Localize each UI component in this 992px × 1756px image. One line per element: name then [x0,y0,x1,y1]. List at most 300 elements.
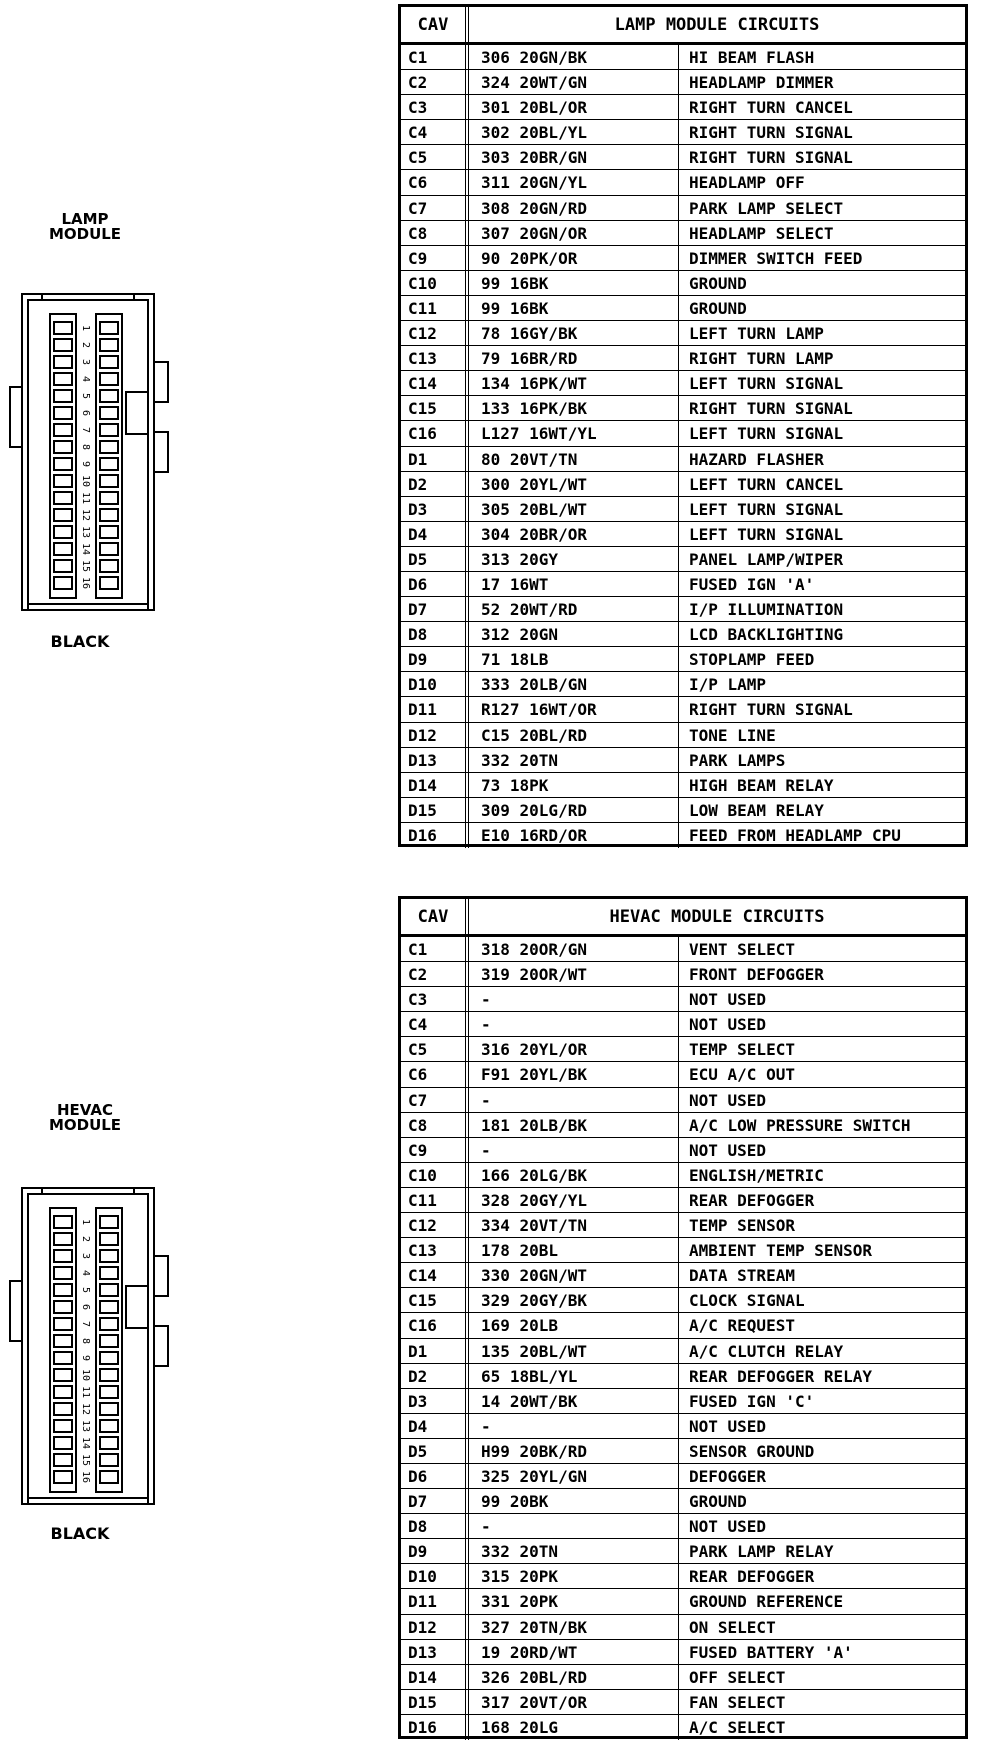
hevac-module-label-line2: MODULE [48,1116,122,1134]
description-cell: FRONT DEFOGGER [689,965,824,985]
wire-cell: - [469,1414,679,1438]
cav-cell: D16 [401,823,469,848]
description-cell: LEFT TURN SIGNAL [689,524,844,544]
pin-cavity [54,475,72,487]
wire-cell: 181 20LB/BK [469,1113,679,1137]
wire-cell: 52 20WT/RD [469,597,679,621]
description-cell: RIGHT TURN SIGNAL [689,148,853,168]
wire-cell: 65 18BL/YL [469,1364,679,1388]
table-row [401,962,965,987]
description-cell: GROUND [689,298,747,318]
table-row [401,371,965,396]
wire-cell: 316 20YL/OR [469,1037,679,1061]
cav-cell: D8 [401,1514,469,1538]
cav-cell: D6 [401,1464,469,1488]
description-cell: RIGHT TURN LAMP [689,349,834,369]
wire-cell: 99 16BK [469,271,679,295]
connector-left-latch [10,387,22,447]
cav-cell: C9 [401,246,469,270]
wire-cell: F91 20YL/BK [469,1062,679,1086]
pin-number: 9 [80,460,91,468]
pin-number: 12 [80,508,91,522]
pin-cavity [100,1420,118,1432]
wire-cell: - [469,1514,679,1538]
pin-number: 8 [80,1337,91,1345]
pin-cavity [54,390,72,402]
pin-cavity [54,458,72,470]
cav-cell: D4 [401,1414,469,1438]
cav-cell: C11 [401,1188,469,1212]
cav-cell: D10 [401,672,469,696]
cav-cell: C3 [401,987,469,1011]
cav-header: CAV [401,7,469,42]
description-cell: HI BEAM FLASH [689,48,815,67]
table-row [401,1489,965,1514]
wire-cell: 329 20GY/BK [469,1288,679,1312]
pin-cavity [100,1216,118,1228]
pin-number: 14 [80,542,91,556]
pin-cavity [54,322,72,334]
pin-cavity [54,1250,72,1262]
pin-number: 3 [80,1252,91,1260]
description-cell: LOW BEAM RELAY [689,800,824,820]
table-row [401,622,965,647]
description-cell: RIGHT TURN SIGNAL [689,700,853,720]
description-cell: NOT USED [689,990,767,1010]
cav-cell: C5 [401,1037,469,1061]
wire-cell: 134 16PK/WT [469,371,679,395]
pin-cavity [100,322,118,334]
pin-number: 16 [80,1470,91,1484]
wire-cell: 317 20VT/OR [469,1690,679,1714]
wire-cell: 313 20GY [469,547,679,571]
cav-cell: D1 [401,1339,469,1363]
table-row [401,1263,965,1288]
table-row [401,1088,965,1113]
wire-cell: 166 20LG/BK [469,1163,679,1187]
wire-cell: 311 20GN/YL [469,170,679,194]
pin-cavity [54,1471,72,1483]
description-cell: HIGH BEAM RELAY [689,775,834,795]
pin-number: 15 [80,559,91,573]
description-cell: I/P LAMP [689,675,767,695]
pin-number: 4 [80,375,91,383]
cav-cell: C13 [401,1238,469,1262]
pin-cavity [54,1437,72,1449]
cav-cell: C3 [401,95,469,119]
cav-cell: C6 [401,170,469,194]
pin-cavity [54,1318,72,1330]
pin-cavity [100,560,118,572]
cav-cell: D9 [401,1539,469,1563]
wire-cell: - [469,1012,679,1036]
wire-cell: 99 20BK [469,1489,679,1513]
table-row [401,246,965,271]
wire-cell: 168 20LG [469,1715,679,1740]
cav-cell: C14 [401,1263,469,1287]
wire-cell: 79 16BR/RD [469,346,679,370]
description-cell: LEFT TURN SIGNAL [689,499,844,519]
wire-cell: 302 20BL/YL [469,120,679,144]
cav-cell: C16 [401,1313,469,1337]
pin-cavity [54,1352,72,1364]
description-cell: A/C REQUEST [689,1316,795,1336]
cav-cell: C7 [401,196,469,220]
table-row [401,987,965,1012]
description-cell: REAR DEFOGGER [689,1190,815,1210]
cav-cell: C5 [401,145,469,169]
table-row [401,346,965,371]
wire-cell: 178 20BL [469,1238,679,1262]
pin-number: 7 [80,426,91,434]
table-row [401,1539,965,1564]
wire-cell: 305 20BL/WT [469,497,679,521]
description-cell: FAN SELECT [689,1692,786,1712]
pin-number: 5 [80,1286,91,1294]
pin-cavity [100,475,118,487]
cav-cell: C15 [401,1288,469,1312]
cav-cell: D7 [401,1489,469,1513]
pin-number: 11 [80,1385,91,1399]
table-row [401,572,965,597]
cav-cell: C1 [401,45,469,69]
pin-cavity [100,1284,118,1296]
cav-cell: D14 [401,1665,469,1689]
pin-number: 3 [80,358,91,366]
cav-cell: C4 [401,1012,469,1036]
table-row [401,1288,965,1313]
description-cell: NOT USED [689,1090,767,1110]
pin-number: 1 [80,1218,91,1226]
wire-cell: 135 20BL/WT [469,1339,679,1363]
wire-cell: 73 18PK [469,773,679,797]
cav-cell: D16 [401,1715,469,1740]
wire-cell: 324 20WT/GN [469,70,679,94]
pin-cavity [100,543,118,555]
wire-cell: 315 20PK [469,1564,679,1588]
cav-cell: C16 [401,421,469,445]
pin-cavity [54,1386,72,1398]
description-cell: A/C CLUTCH RELAY [689,1341,844,1361]
description-cell: DEFOGGER [689,1466,767,1486]
description-cell: PARK LAMPS [689,750,786,770]
description-cell: HEADLAMP OFF [689,173,805,193]
wire-cell: 332 20TN [469,1539,679,1563]
description-cell: VENT SELECT [689,940,795,959]
cav-cell: D12 [401,723,469,747]
hevac-module-label [30,1103,140,1133]
pin-cavity [54,1284,72,1296]
table-row [401,1439,965,1464]
wire-cell: 332 20TN [469,748,679,772]
pin-cavity [100,458,118,470]
wire-cell: 326 20BL/RD [469,1665,679,1689]
pin-cavity [54,1454,72,1466]
cav-cell: C2 [401,962,469,986]
pin-cavity [100,1301,118,1313]
table-row [401,1188,965,1213]
cav-cell: C9 [401,1138,469,1162]
table-row [401,472,965,497]
description-cell: LEFT TURN SIGNAL [689,374,844,394]
pin-cavity [100,1233,118,1245]
pin-cavity [100,509,118,521]
table-row [401,1514,965,1539]
pin-cavity [100,356,118,368]
cav-cell: C11 [401,296,469,320]
cav-cell: D11 [401,697,469,721]
table-row [401,522,965,547]
wire-cell: 331 20PK [469,1589,679,1613]
description-cell: TONE LINE [689,725,776,745]
cav-cell: D7 [401,597,469,621]
wire-cell: 301 20BL/OR [469,95,679,119]
table-row [401,296,965,321]
wire-cell: 169 20LB [469,1313,679,1337]
cav-cell: C13 [401,346,469,370]
table-row [401,823,965,848]
description-cell: DATA STREAM [689,1266,795,1286]
pin-cavity [54,339,72,351]
table-row [401,723,965,748]
description-cell: AMBIENT TEMP SENSOR [689,1241,873,1261]
pin-cavity [100,1369,118,1381]
pin-cavity [100,1335,118,1347]
wire-cell: - [469,1088,679,1112]
description-cell: LEFT TURN LAMP [689,324,824,344]
table-row [401,798,965,823]
table-row [401,321,965,346]
description-cell: OFF SELECT [689,1667,786,1687]
table-row [401,647,965,672]
wire-cell: 307 20GN/OR [469,221,679,245]
connector-right-latch [154,362,168,472]
description-cell: PARK LAMP RELAY [689,1542,834,1562]
pin-number: 7 [80,1320,91,1328]
wire-cell: 99 16BK [469,296,679,320]
pin-cavity [100,1437,118,1449]
pin-number: 13 [80,525,91,539]
description-cell: NOT USED [689,1517,767,1537]
table-row [401,1213,965,1238]
description-cell: SENSOR GROUND [689,1441,815,1461]
wire-cell: E10 16RD/OR [469,823,679,848]
table-row [401,1238,965,1263]
table-row [401,1690,965,1715]
table-row [401,447,965,472]
table-row [401,1113,965,1138]
pin-cavity [54,1335,72,1347]
wire-cell: 318 20OR/GN [469,937,679,961]
wire-cell: 312 20GN [469,622,679,646]
wire-cell: 300 20YL/WT [469,472,679,496]
description-cell: PANEL LAMP/WIPER [689,549,844,569]
wire-cell: 333 20LB/GN [469,672,679,696]
pin-number: 13 [80,1419,91,1433]
wire-cell: R127 16WT/OR [469,697,679,721]
pin-number: 6 [80,409,91,417]
pin-cavity [54,1420,72,1432]
description-cell: NOT USED [689,1015,767,1035]
wire-cell: 14 20WT/BK [469,1389,679,1413]
cav-cell: C4 [401,120,469,144]
wire-cell: 78 16GY/BK [469,321,679,345]
cav-cell: D9 [401,647,469,671]
description-cell: LCD BACKLIGHTING [689,625,844,645]
description-cell: CLOCK SIGNAL [689,1291,805,1311]
wire-cell: - [469,1138,679,1162]
wire-cell: 71 18LB [469,647,679,671]
pin-cavity [100,373,118,385]
pin-cavity [54,526,72,538]
table-title: HEVAC MODULE CIRCUITS [609,906,825,927]
wire-cell: H99 20BK/RD [469,1439,679,1463]
description-cell: REAR DEFOGGER [689,1567,815,1587]
table-row [401,1163,965,1188]
pin-cavity [54,577,72,589]
pin-cavity [54,560,72,572]
description-cell: ECU A/C OUT [689,1065,795,1085]
wire-cell: C15 20BL/RD [469,723,679,747]
description-cell: ENGLISH/METRIC [689,1165,824,1185]
description-cell: GROUND [689,1492,747,1512]
table-row [401,1138,965,1163]
lamp-module-label-line2: MODULE [48,225,122,243]
table-row [401,1339,965,1364]
cav-cell: D1 [401,447,469,471]
description-cell: HEADLAMP SELECT [689,223,834,243]
description-cell: RIGHT TURN SIGNAL [689,399,853,419]
cav-cell: C12 [401,321,469,345]
wire-cell: 19 20RD/WT [469,1640,679,1664]
table-row [401,1640,965,1665]
pin-number: 15 [80,1453,91,1467]
cav-cell: C10 [401,1163,469,1187]
description-cell: LEFT TURN CANCEL [689,474,844,494]
wire-cell: 133 16PK/BK [469,396,679,420]
table-header [401,899,965,937]
wire-cell: 309 20LG/RD [469,798,679,822]
pin-cavity [54,1267,72,1279]
table-row [401,1012,965,1037]
table-row [401,1464,965,1489]
pin-cavity [54,356,72,368]
description-cell: GROUND REFERENCE [689,1592,844,1612]
pin-cavity [100,577,118,589]
pin-number: 14 [80,1436,91,1450]
pin-cavity [100,1403,118,1415]
table-row [401,497,965,522]
cav-cell: C12 [401,1213,469,1237]
cav-cell: D15 [401,1690,469,1714]
table-row [401,1389,965,1414]
table-row [401,547,965,572]
description-cell: NOT USED [689,1140,767,1160]
description-cell: TEMP SENSOR [689,1216,795,1236]
pin-cavity [100,492,118,504]
pin-number: 4 [80,1269,91,1277]
pin-cavity [54,492,72,504]
pin-cavity [54,373,72,385]
cav-cell: D3 [401,1389,469,1413]
description-cell: DIMMER SWITCH FEED [689,248,863,268]
table-row [401,70,965,95]
cav-cell: C2 [401,70,469,94]
description-cell: A/C SELECT [689,1717,786,1737]
pin-number: 8 [80,443,91,451]
table-body [401,45,965,848]
table-row [401,1715,965,1740]
pin-cavity [54,1369,72,1381]
pin-cavity [100,526,118,538]
pin-cavity [54,441,72,453]
pin-number: 2 [80,1235,91,1243]
cav-header: CAV [401,899,469,934]
cav-cell: C7 [401,1088,469,1112]
cav-cell: C8 [401,1113,469,1137]
wire-cell: L127 16WT/YL [469,421,679,445]
description-cell: RIGHT TURN SIGNAL [689,123,853,143]
description-cell: FUSED IGN 'A' [689,574,815,594]
table-row [401,120,965,145]
table-row [401,1062,965,1087]
lamp-module-connector [8,292,178,614]
table-row [401,748,965,773]
connector-right-tab [126,392,148,434]
pin-cavity [54,543,72,555]
pin-cavity [100,1471,118,1483]
pin-number: 12 [80,1402,91,1416]
pin-number: 10 [80,474,91,488]
description-cell: PARK LAMP SELECT [689,198,844,218]
lamp-module-label [30,212,140,242]
cav-cell: D5 [401,547,469,571]
description-cell: ON SELECT [689,1617,776,1637]
cav-cell: D5 [401,1439,469,1463]
connector-right-tab [126,1286,148,1328]
cav-cell: C6 [401,1062,469,1086]
description-cell: REAR DEFOGGER RELAY [689,1366,873,1386]
cav-cell: D13 [401,748,469,772]
hevac-module-connector [8,1186,178,1508]
wire-cell: 308 20GN/RD [469,196,679,220]
wire-cell: 306 20GN/BK [469,45,679,69]
pin-cavity [100,339,118,351]
pin-cavity [100,1267,118,1279]
pin-cavity [54,407,72,419]
pin-cavity [54,1403,72,1415]
table-row [401,937,965,962]
wire-cell: 328 20GY/YL [469,1188,679,1212]
cav-cell: C8 [401,221,469,245]
table-row [401,1615,965,1640]
cav-cell: D14 [401,773,469,797]
table-row [401,95,965,120]
table-row [401,145,965,170]
cav-cell: C1 [401,937,469,961]
cav-cell: D8 [401,622,469,646]
wire-cell: - [469,987,679,1011]
table-row [401,1364,965,1389]
lamp-connector-color: BLACK [50,632,110,651]
pin-number: 16 [80,576,91,590]
table-row [401,1313,965,1338]
cav-cell: D11 [401,1589,469,1613]
cav-cell: D2 [401,472,469,496]
description-cell: HEADLAMP DIMMER [689,73,834,93]
description-cell: NOT USED [689,1416,767,1436]
pin-cavity [54,1301,72,1313]
